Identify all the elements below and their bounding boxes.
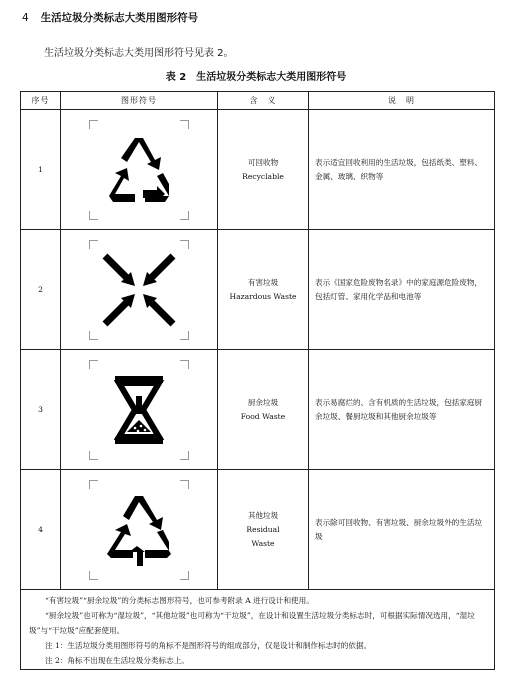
header-meaning: 含 义 [218, 92, 309, 110]
meaning-en: Recyclable [242, 171, 284, 181]
table-row [21, 470, 495, 590]
residual-icon [99, 490, 179, 570]
symbol-frame [89, 120, 189, 220]
symbol-frame [89, 240, 189, 340]
header-symbol: 图形符号 [61, 92, 218, 110]
note-line: “厨余垃圾”也可称为“湿垃圾”，“其他垃圾”也可称为“干垃圾”，在设计和设置生活垃圾分类标志时，可根据实际情况选用，“湿垃圾”与“干垃圾”应配套使用。 [29, 611, 475, 635]
intro-text: 生活垃圾分类标志大类用图形符号见表 2。 [44, 48, 234, 59]
recyclable-icon [99, 130, 179, 210]
meaning-en-line2: Waste [251, 538, 275, 548]
row-number: 3 [21, 350, 61, 470]
table-row [21, 110, 495, 230]
note-line: 注 2：角标不出现在生活垃圾分类标志上。 [45, 656, 189, 665]
section-title: 生活垃圾分类标志大类用图形符号 [40, 12, 199, 24]
meaning-zh: 可回收物 [247, 157, 279, 167]
meaning-zh: 厨余垃圾 [247, 397, 279, 407]
symbol-table [20, 91, 495, 670]
header-no: 序号 [21, 92, 61, 110]
meaning-en: Hazardous Waste [229, 291, 297, 301]
meaning-en: Food Waste [240, 411, 286, 421]
section-number: 4 [22, 12, 29, 24]
notes-row [21, 590, 495, 670]
table-row [21, 230, 495, 350]
table-caption: 表 2 生活垃圾分类标志大类用图形符号 [165, 72, 347, 83]
meaning-zh: 其他垃圾 [247, 510, 279, 520]
header-description: 说 明 [309, 92, 495, 110]
row-number: 1 [21, 110, 61, 230]
symbol-frame [89, 480, 189, 580]
row-number: 2 [21, 230, 61, 350]
note-line: 注 1：生活垃圾分类用图形符号的角标不是图形符号的组成部分，仅是设计和制作标志时的依据。 [45, 641, 372, 650]
row-description: 表示适宜回收利用的生活垃圾，包括纸类、塑料、金属、玻璃、织物等 [309, 110, 495, 230]
row-description: 表示除可回收物、有害垃圾、厨余垃圾外的生活垃圾 [309, 470, 495, 590]
meaning-en: Residual [246, 524, 280, 534]
row-number: 4 [21, 470, 61, 590]
section-heading [22, 10, 198, 25]
table-header-row [21, 92, 495, 110]
row-description: 表示《国家危险废物名录》中的家庭源危险废物，包括灯管、家用化学品和电池等 [309, 230, 495, 350]
symbol-frame [89, 360, 189, 460]
hazardous-icon [99, 250, 179, 330]
note-line: “有害垃圾”“厨余垃圾”的分类标志图形符号，也可参考附录 A 进行设计和使用。 [45, 596, 314, 605]
food-waste-icon [99, 370, 179, 450]
meaning-zh: 有害垃圾 [247, 277, 279, 287]
row-description: 表示易腐烂的、含有机质的生活垃圾，包括家庭厨余垃圾、餐厨垃圾和其他厨余垃圾等 [309, 350, 495, 470]
table-row [21, 350, 495, 470]
